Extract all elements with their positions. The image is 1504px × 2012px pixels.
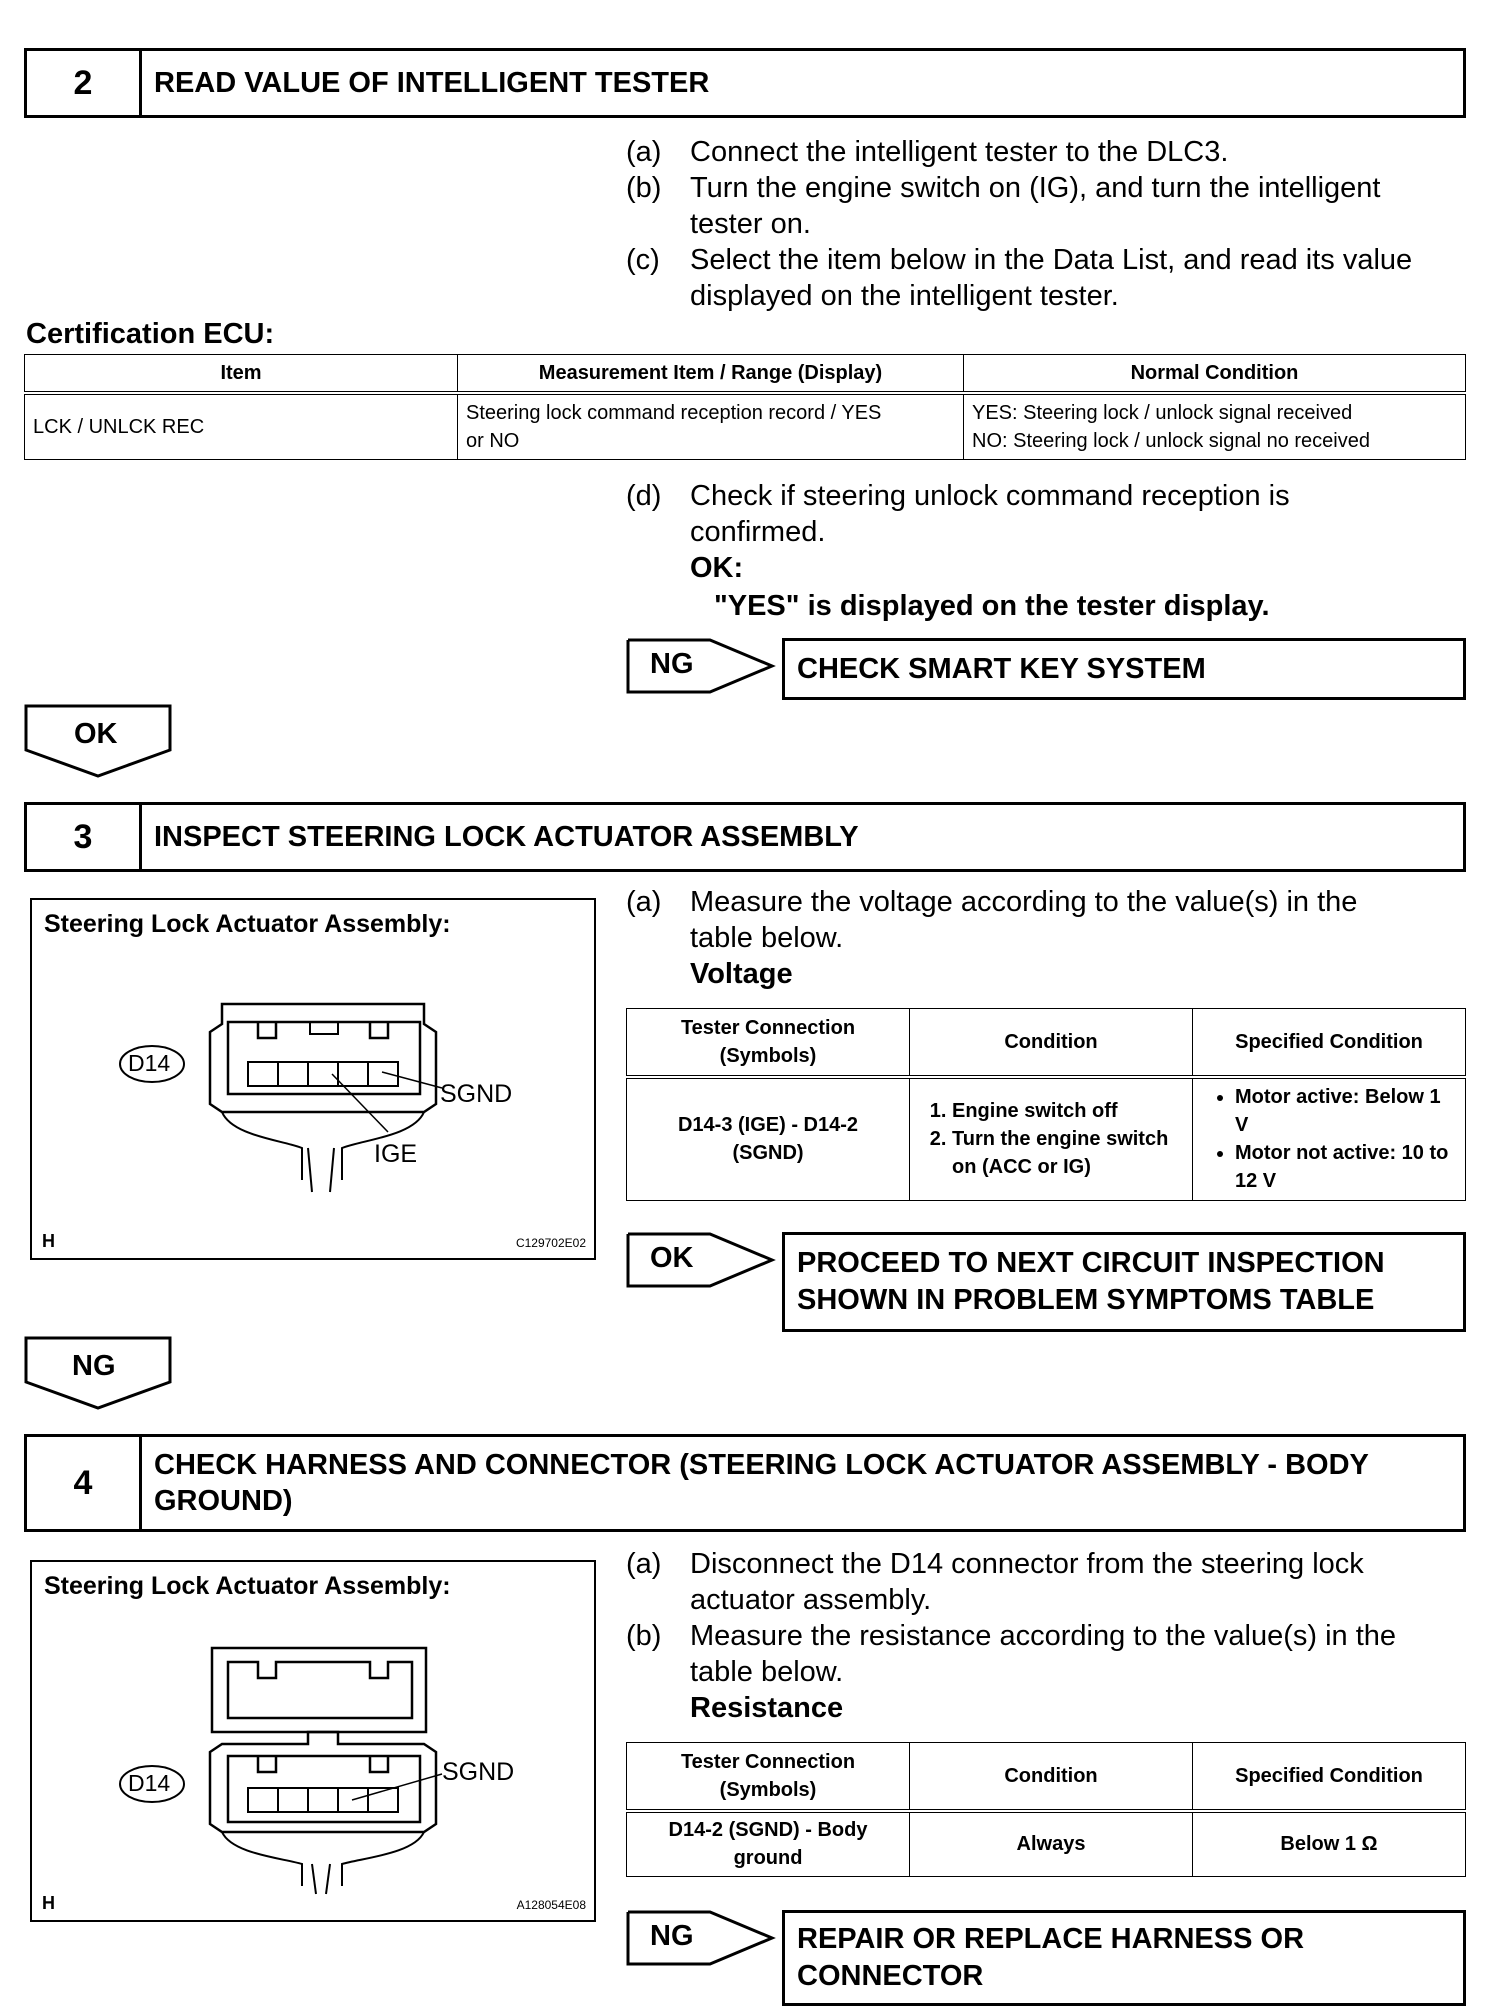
table-label: Resistance bbox=[690, 1692, 844, 1724]
step-item-mark: (a) bbox=[626, 136, 662, 168]
step-item-text: table below. bbox=[690, 1656, 844, 1688]
voltage-table bbox=[626, 1008, 1466, 1201]
step-item-text: Check if steering unlock command reception is bbox=[690, 480, 1290, 512]
spec-item: • Motor not active: 10 to 12 V bbox=[1235, 1139, 1459, 1195]
table-header-specified: Specified Condition bbox=[1193, 1009, 1466, 1077]
step-item-text: tester on. bbox=[690, 208, 811, 240]
cell-line: ground bbox=[733, 1847, 803, 1870]
pin-label-ige: IGE bbox=[374, 1140, 418, 1168]
table-header-measurement: Measurement Item / Range (Display) bbox=[458, 355, 964, 394]
ok-condition: "YES" is displayed on the tester display. bbox=[714, 590, 1270, 622]
title-line: CHECK HARNESS AND CONNECTOR (STEERING LOCK ACTUATOR ASSEMBLY - BODY bbox=[154, 1449, 1369, 1481]
step-title bbox=[142, 1437, 1463, 1529]
resistance-table bbox=[626, 1742, 1466, 1877]
ng-result-line: REPAIR OR REPLACE HARNESS OR bbox=[797, 1923, 1305, 1955]
ok-result-box bbox=[782, 1232, 1466, 1332]
table-header-condition: Condition bbox=[910, 1743, 1193, 1811]
cell-line: D14-3 (IGE) - D14-2 bbox=[677, 1114, 859, 1137]
ng-result-text: CHECK SMART KEY SYSTEM bbox=[797, 652, 1206, 685]
connector-diagram bbox=[32, 1562, 598, 1924]
header-line: Tester Connection bbox=[680, 1750, 856, 1773]
table-cell-normal bbox=[964, 393, 1466, 459]
step-item-mark: (a) bbox=[626, 1548, 662, 1580]
spec-item: • Motor active: Below 1 V bbox=[1235, 1083, 1459, 1139]
step-item-mark: (c) bbox=[626, 244, 660, 276]
figure-title: Steering Lock Actuator Assembly: bbox=[44, 910, 451, 938]
step-item-text: table below. bbox=[690, 922, 844, 954]
table-header-item: Item bbox=[25, 355, 458, 394]
step-title: READ VALUE OF INTELLIGENT TESTER bbox=[154, 67, 710, 99]
ng-flow-label: NG bbox=[72, 1350, 116, 1382]
cell-line: YES: Steering lock / unlock signal received bbox=[972, 401, 1353, 424]
step-item-text: Measure the resistance according to the value(s) in the bbox=[690, 1620, 1397, 1652]
step-number: 3 bbox=[27, 805, 142, 869]
step-item-text: Disconnect the D14 connector from the steering lock bbox=[690, 1548, 1364, 1580]
ok-label: OK: bbox=[690, 552, 744, 584]
table-cell-measurement bbox=[458, 393, 964, 459]
figure-h-mark: H bbox=[42, 1893, 55, 1913]
figure-h-mark: H bbox=[42, 1231, 55, 1251]
ok-result-line: SHOWN IN PROBLEM SYMPTOMS TABLE bbox=[797, 1284, 1375, 1316]
ok-result-line: PROCEED TO NEXT CIRCUIT INSPECTION bbox=[797, 1247, 1385, 1279]
step-4-header bbox=[24, 1434, 1466, 1532]
pin-label-sgnd: SGND bbox=[440, 1080, 513, 1108]
ng-result-box bbox=[782, 1910, 1466, 2006]
ng-result-line: CONNECTOR bbox=[797, 1960, 984, 1992]
ecu-label: Certification ECU: bbox=[26, 318, 275, 350]
pin-label-sgnd: SGND bbox=[442, 1758, 515, 1786]
ng-arrow-tag bbox=[626, 638, 776, 694]
connector-label-d14: D14 bbox=[128, 1770, 171, 1796]
table-header-normal: Normal Condition bbox=[964, 355, 1466, 394]
step-number: 2 bbox=[27, 51, 142, 115]
table-cell-item: LCK / UNLCK REC bbox=[25, 393, 458, 459]
figure-code: C129702E02 bbox=[515, 1236, 586, 1250]
table-cell-condition: Always bbox=[910, 1811, 1193, 1877]
ng-result-box bbox=[782, 638, 1466, 700]
table-label: Voltage bbox=[690, 958, 793, 990]
header-line: Tester Connection bbox=[680, 1016, 856, 1039]
step-item-mark: (b) bbox=[626, 172, 662, 204]
step-item-text: Connect the intelligent tester to the DLC3. bbox=[690, 136, 1229, 168]
step-item-mark: (d) bbox=[626, 480, 662, 512]
table-header-condition: Condition bbox=[910, 1009, 1193, 1077]
table-cell-condition bbox=[910, 1077, 1193, 1201]
step-item-text: Select the item below in the Data List, and read its value bbox=[690, 244, 1413, 276]
table-header-tester bbox=[627, 1009, 910, 1077]
step-title: INSPECT STEERING LOCK ACTUATOR ASSEMBLY bbox=[154, 821, 859, 853]
ng-tag-label: NG bbox=[650, 648, 694, 680]
table-header-tester bbox=[627, 1743, 910, 1811]
step-item-text: Turn the engine switch on (IG), and turn the intelligent bbox=[690, 172, 1381, 204]
step-2-header bbox=[24, 48, 1466, 118]
condition-item: 2. Turn the engine switch on (ACC or IG) bbox=[952, 1125, 1186, 1181]
table-header-specified: Specified Condition bbox=[1193, 1743, 1466, 1811]
table-cell-connection bbox=[627, 1811, 910, 1877]
table-cell-connection bbox=[627, 1077, 910, 1201]
step-item-text: actuator assembly. bbox=[690, 1584, 932, 1616]
table-cell-specified: Below 1 Ω bbox=[1193, 1811, 1466, 1877]
ok-arrow-tag bbox=[626, 1232, 776, 1288]
step-3-header bbox=[24, 802, 1466, 872]
step-item-text: confirmed. bbox=[690, 516, 826, 548]
cell-line: D14-2 (SGND) - Body bbox=[668, 1819, 868, 1842]
cell-line: or NO bbox=[466, 429, 520, 452]
cell-line: (SGND) bbox=[732, 1142, 804, 1165]
table-cell-specified bbox=[1193, 1077, 1466, 1201]
title-line: GROUND) bbox=[154, 1485, 293, 1517]
ng-tag-label: NG bbox=[650, 1920, 694, 1952]
header-line: (Symbols) bbox=[719, 1044, 817, 1067]
connector-figure-d14 bbox=[30, 1560, 596, 1922]
cell-line: Steering lock command reception record / YES bbox=[466, 401, 882, 424]
step-number: 4 bbox=[27, 1437, 142, 1529]
step-item-text: displayed on the intelligent tester. bbox=[690, 280, 1119, 312]
cell-line: NO: Steering lock / unlock signal no received bbox=[972, 429, 1370, 452]
connector-label-d14: D14 bbox=[128, 1050, 171, 1076]
figure-title: Steering Lock Actuator Assembly: bbox=[44, 1572, 451, 1600]
condition-item: 1. Engine switch off bbox=[952, 1097, 1186, 1125]
ok-flow-label: OK bbox=[74, 718, 118, 750]
step-item-text: Measure the voltage according to the value(s) in the bbox=[690, 886, 1358, 918]
data-list-table bbox=[24, 354, 1466, 460]
step-item-mark: (b) bbox=[626, 1620, 662, 1652]
step-item-mark: (a) bbox=[626, 886, 662, 918]
figure-code: A128054E08 bbox=[516, 1898, 586, 1912]
ok-tag-label: OK bbox=[650, 1242, 694, 1274]
header-line: (Symbols) bbox=[719, 1778, 817, 1801]
connector-diagram bbox=[32, 900, 598, 1262]
connector-figure-d14 bbox=[30, 898, 596, 1260]
ng-arrow-tag bbox=[626, 1910, 776, 1966]
